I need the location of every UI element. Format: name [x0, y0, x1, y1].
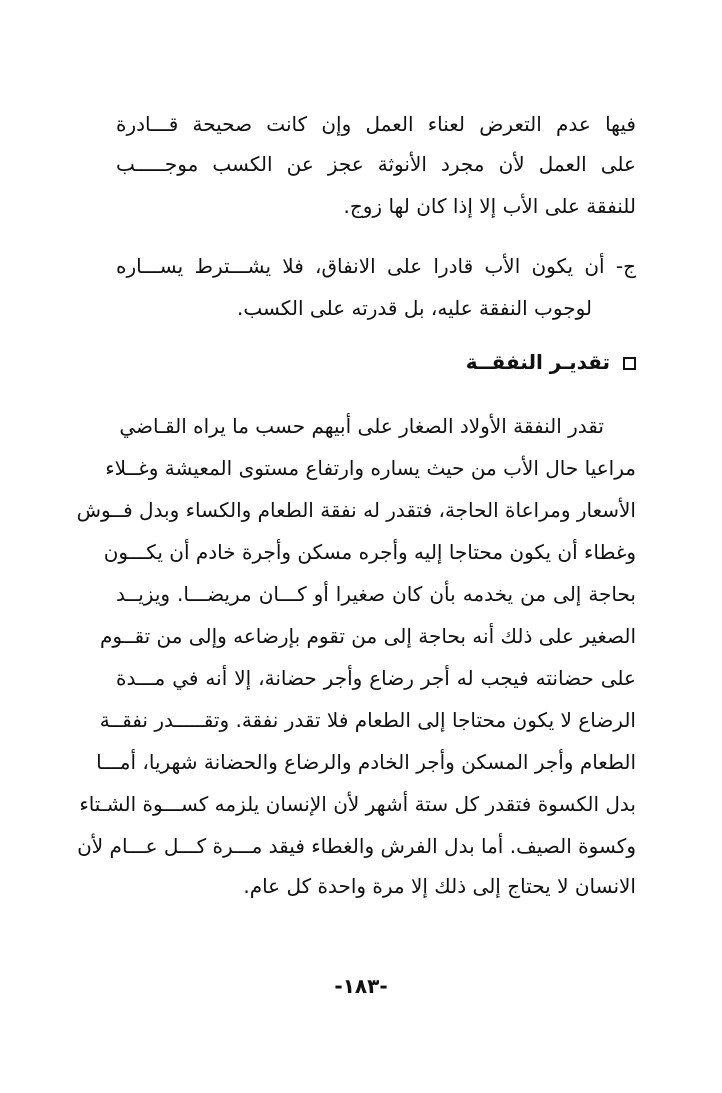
body-line-10: بدل الكسوة فتقدر كل ستة أشهر لأن الإنسان يلزمه كســـوة الشـتاء: [79, 792, 636, 816]
page-number: -١٨٣-: [334, 974, 388, 998]
section-heading-text: تقديـر النفقــة: [465, 350, 611, 374]
body-line-8: الرضاع لا يكون محتاجا إلى الطعام فلا تقدر نفقة. وتقـــــدر نفقــة: [99, 708, 636, 732]
body-line-7: على حضانته فيجب له أجر رضاع وأجر حضانة، إلا أنه في مـــدة: [116, 666, 636, 690]
condition-line-1: ج- أن يكون الأب قادرا على الانفاق، فلا يشـــترط يســـاره: [116, 254, 636, 278]
square-bullet-icon: [623, 357, 636, 370]
body-line-11: وكسوة الصيف. أما بدل الفرش والغطاء فيقد مـــرة كـــل عـــام لأن: [77, 834, 636, 858]
body-line-6: الصغير على ذلك أنه بحاجة إلى من تقوم بإرضاعه وإلى من تقــوم: [100, 624, 636, 648]
top-paragraph-line-3: للنفقة على الأب إلا إذا كان لها زوج.: [343, 194, 636, 218]
body-line-12: الانسان لا يحتاج إلى ذلك إلا مرة واحدة كل عام.: [243, 874, 636, 898]
top-paragraph-line-2: على العمل لأن مجرد الأنوثة عجز عن الكسب موجـــــب: [116, 152, 636, 176]
body-line-2: مراعيا حال الأب من حيث يساره وارتفاع مستوى المعيشة وغــلاء: [105, 456, 636, 480]
body-line-5: بحاجة إلى من يخدمه بأن كان صغيرا أو كـــان مريضـــا. ويزيــد: [116, 582, 636, 606]
body-line-3: الأسعار ومراعاة الحاجة، فتقدر له نفقة الطعام والكساء وبدل فــوش: [76, 498, 636, 522]
section-heading: [466, 346, 636, 378]
condition-line-2: لوجوب النفقة عليه، بل قدرته على الكسب.: [237, 296, 592, 320]
body-line-9: الطعام وأجر المسكن وأجر الخادم والرضاع والحضانة شهريا، أمـــا: [96, 750, 636, 774]
body-line-4: وغطاء أن يكون محتاجا إليه وأجره مسكن وأجرة خادم أن يكـــون: [103, 540, 636, 564]
top-paragraph-line-1: فيها عدم التعرض لعناء العمل وإن كانت صحيحة قـــادرة: [116, 112, 636, 136]
body-line-1: تقدر النفقة الأولاد الصغار على أبيهم حسب ما يراه القـاضي: [119, 414, 604, 438]
